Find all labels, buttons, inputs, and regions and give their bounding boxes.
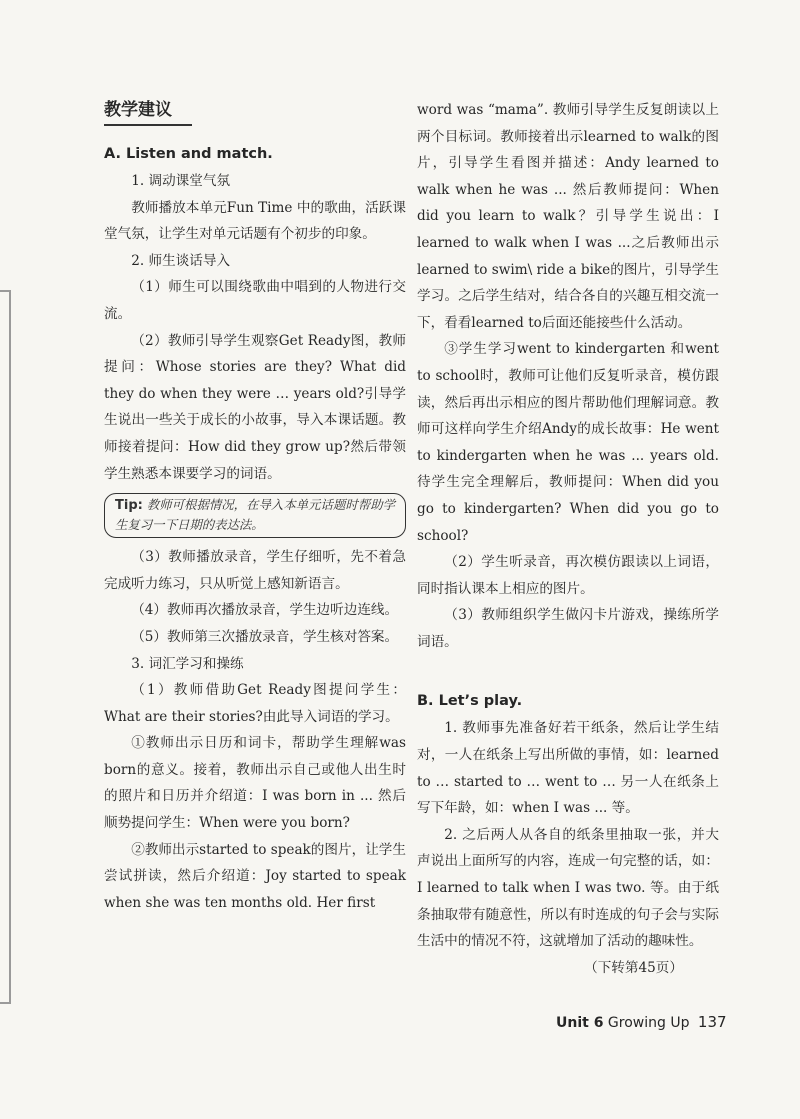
footer-unit: Unit 6: [556, 1015, 604, 1031]
section-a-heading: A. Listen and match.: [104, 146, 273, 162]
tip-label: Tip:: [115, 498, 143, 514]
paragraph: （1）教师借助Get Ready图提问学生：What are their stories?由此导入词语的学习。: [104, 682, 406, 725]
tip-box: [104, 493, 406, 538]
paragraph: ③学生学习went to kindergarten 和went to school时，教师可让他们反复听录音，模仿跟读，然后再出示相应的图片帮助他们理解词意。教师可这样向学生介绍Andy的成长故事：He went to kindergarten when he was ... years old. 待学生完全理解后，教师提问：When did you go to kindergarten? When did you go to school?: [417, 341, 719, 544]
paragraph: （2）学生听录音，再次模仿跟读以上词语，同时指认课本上相应的图片。: [417, 554, 719, 597]
paragraph: （3）教师播放录音，学生仔细听，先不着急完成听力练习，只从听觉上感知新语言。: [104, 549, 406, 592]
continued-note: （下转第45页）: [584, 959, 683, 976]
paragraph: （2）教师引导学生观察Get Ready图，教师提问：Whose stories are they? What did they do when they were … years old?引导学生说出一些关于成长的小故事，导入本课话题。教师接着提问：How did they grow up?然后带领学生熟悉本课要学习的词语。: [104, 332, 406, 482]
page-number: 137: [697, 1013, 727, 1031]
tip-text: 教师可根据情况，在导入本单元话题时帮助学生复习一下日期的表达法。: [115, 497, 395, 533]
right-column: [417, 97, 719, 981]
paragraph: （3）教师组织学生做闪卡片游戏，操练所学词语。: [417, 607, 719, 650]
footer-title: Growing Up: [607, 1015, 690, 1031]
page-edge-tab: [0, 290, 11, 1004]
paragraph: 2. 师生谈话导入: [131, 252, 231, 269]
paragraph: （5）教师第三次播放录音，学生核对答案。: [131, 628, 399, 645]
paragraph: 2. 之后两人从各自的纸条里抽取一张，并大声说出上面所写的内容，连成一句完整的话，如：I learned to talk when I was two. 等。由于纸条抽取带有随意性，所以有时连成的句子会与实际生活中的情况不符，这就增加了活动的趣味性。: [417, 826, 719, 950]
paragraph: （4）教师再次播放录音，学生边听边连线。: [131, 602, 399, 619]
paragraph: word was “mama”. 教师引导学生反复朗读以上两个目标词。教师接着出示learned to walk的图片，引导学生看图并描述：Andy learned to walk when he was ... 然后教师提问：When did you learn to walk？引导学生说出：I learned to walk when I was ...之后教师出示learned to swim\ ride a bike的图片，引导学生学习。之后学生结对，结合各自的兴趣互相交流一下，看看learned to后面还能接些什么活动。: [417, 102, 719, 331]
paragraph: 教师播放本单元Fun Time 中的歌曲，活跃课堂气氛，让学生对单元话题有个初步的印象。: [104, 199, 406, 243]
paragraph: 3. 词汇学习和操练: [131, 655, 244, 672]
paragraph: ②教师出示started to speak的图片，让学生尝试拼读，然后介绍道：Joy started to speak when she was ten months old. Her first: [104, 841, 406, 911]
spacer: [417, 655, 719, 673]
section-b-heading: B. Let’s play.: [417, 693, 523, 710]
page-heading: 教学建议: [104, 99, 192, 126]
page-footer: [556, 1013, 727, 1031]
paragraph: ①教师出示日历和词卡，帮助学生理解was born的意义。接着，教师出示自己或他人出生时的照片和日历并介绍道：I was born in ... 然后顺势提问学生：When were you born?: [104, 735, 406, 832]
paragraph: （1）师生可以围绕歌曲中唱到的人物进行交流。: [104, 279, 406, 322]
paragraph: 1. 调动课堂气氛: [131, 173, 231, 189]
left-column: [104, 98, 406, 916]
paragraph: 1. 教师事先准备好若干纸条，然后让学生结对，一人在纸条上写出所做的事情，如：learned to … started to … went to … 另一人在纸条上写下年龄，如：when I was ... 等。: [417, 720, 719, 817]
